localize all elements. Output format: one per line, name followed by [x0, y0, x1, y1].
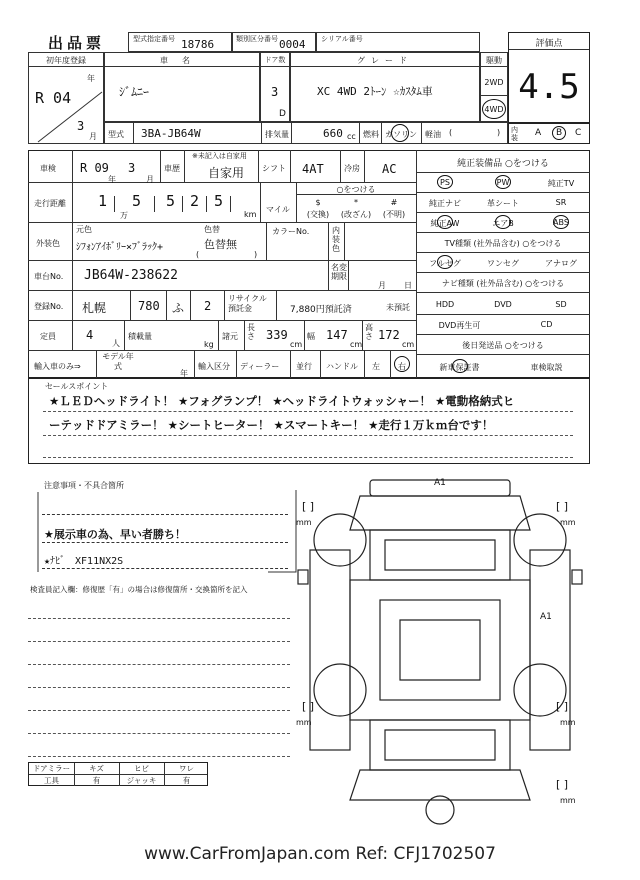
- handle-right-circle: [394, 356, 410, 372]
- diagram-bracket: [ ]: [302, 700, 315, 713]
- recycle-value: 7,880円預託済: [290, 305, 352, 315]
- inspector-line: [28, 710, 290, 711]
- color-change-bracket-close: ): [254, 250, 258, 259]
- legend-table: [28, 762, 208, 786]
- fuel-bracket-close: ): [497, 128, 501, 137]
- first-reg-era: R 04: [35, 89, 72, 107]
- meter-option-text: (不明): [382, 210, 406, 219]
- ruibetsu-value: 0004: [279, 38, 306, 51]
- later-option: 車検取説: [530, 363, 563, 372]
- equip-item: 純正TV: [547, 179, 575, 188]
- meter-option-symbol: $: [315, 198, 321, 207]
- inspector-line: [28, 733, 290, 734]
- mile-label: マイル: [266, 205, 290, 214]
- mileage-separator: [206, 196, 207, 212]
- handle-left: 左: [372, 362, 380, 371]
- first-reg-month: 3: [77, 119, 85, 133]
- load-unit: kg: [204, 340, 214, 349]
- color-change-value: 色替無: [204, 238, 237, 251]
- header-ruibetsu-box: [232, 32, 316, 52]
- later-option: 新車保証書: [439, 363, 480, 372]
- diagram-mm: mm: [296, 518, 312, 527]
- meter-option-text: (交換): [306, 210, 330, 219]
- tv-label: TV種類 (社外品含む) ○をつける: [444, 239, 562, 248]
- inspector-line: [28, 756, 290, 757]
- reg-kana: ふ: [172, 301, 185, 315]
- navi-option-2: CD: [540, 320, 553, 329]
- len-label: 長さ: [247, 323, 255, 341]
- tv-option: アナログ: [545, 259, 577, 268]
- color-label: 外装色: [36, 239, 60, 248]
- color-orig-value: ｼﾌｫﾝｱｲﾎﾞﾘｰ×ﾌﾞﾗｯｸ+: [76, 242, 164, 253]
- legend-cell: ワレ: [179, 764, 194, 773]
- dealer-opt: ディーラー: [240, 362, 280, 371]
- inspector-line: [28, 687, 290, 688]
- legend-divider: [119, 763, 120, 774]
- diagram-bracket: [ ]: [302, 500, 315, 513]
- displacement-value: 660: [323, 127, 343, 140]
- len-unit: cm: [290, 340, 303, 349]
- legend-cell: 工具: [44, 776, 59, 785]
- navi-option: SD: [555, 300, 567, 309]
- recycle-unpaid: 未預託: [386, 303, 410, 312]
- import-label: 輸入車のみ⇒: [34, 362, 81, 371]
- history-label: 車歴: [164, 164, 180, 173]
- history-note: ※未記入は自家用: [192, 152, 247, 160]
- displacement-unit: cc: [347, 132, 356, 141]
- hgt-unit: cm: [402, 340, 415, 349]
- ac-label: 冷房: [344, 164, 360, 173]
- score-value: 4.5: [518, 67, 580, 107]
- legend-divider: [74, 763, 75, 774]
- legend-cell: 有: [92, 776, 101, 785]
- legend-divider: [164, 775, 165, 786]
- shaken-label: 車検: [40, 164, 56, 173]
- drive-label: 駆動: [486, 56, 502, 65]
- first-reg-year-unit: 年: [87, 74, 95, 83]
- equip-item: ABS: [553, 218, 569, 227]
- namechange-label: 名変期限: [331, 263, 347, 281]
- fuel-bracket: (: [449, 128, 453, 137]
- history-value: 自家用: [208, 166, 245, 180]
- chassis-label: 車台No.: [34, 272, 64, 281]
- model-row: [104, 122, 508, 144]
- navi-option: HDD: [435, 300, 455, 309]
- fuel-gasoline-circle: [391, 124, 409, 142]
- katashiki-value: 18786: [181, 38, 215, 51]
- tv-option-circle: [437, 255, 453, 269]
- diagram-bracket: [ ]: [556, 778, 569, 791]
- sales-line-2: ーテッドドアミラー！ ★シートヒーター！ ★スマートキー！ ★走行１万ｋｍ台です！: [49, 418, 494, 432]
- diagram-mm: mm: [560, 518, 576, 527]
- meter-option-symbol: *: [354, 198, 358, 207]
- hgt-label: 高さ: [365, 323, 373, 341]
- mileage-digit: 5: [166, 192, 176, 210]
- grade-label: グレード: [357, 56, 413, 65]
- first-reg-label: 初年度登録: [46, 56, 86, 65]
- equip-item: SR: [555, 198, 567, 207]
- notes-bracket: [28, 480, 298, 580]
- tv-option: ワンセグ: [487, 259, 519, 268]
- inspector-label: 検査員記入欄：修復歴「有」の場合は修復箇所・交換箇所を記入: [30, 585, 248, 594]
- wid-unit: cm: [350, 340, 363, 349]
- reg-serial: 2: [204, 299, 212, 313]
- equip-item: エアB: [492, 219, 514, 228]
- doors-label: ドア数: [264, 56, 286, 64]
- mileage-label: 走行距離: [34, 199, 66, 208]
- legend-cell: キズ: [89, 764, 104, 773]
- first-reg-month-unit: 月: [89, 132, 97, 141]
- equip-item-circle: [495, 215, 511, 229]
- katashiki-label: 型式指定番号: [133, 35, 175, 43]
- equip-item: 革シート: [487, 199, 519, 208]
- mileage-separator: [114, 196, 115, 212]
- fuel-label: 燃料: [363, 130, 379, 139]
- mileage-man: 万: [120, 211, 128, 220]
- diagram-mm: mm: [560, 718, 576, 727]
- grade-value: XC 4WD 2ﾄｰﾝ ☆ｶｽﾀﾑ車: [317, 85, 433, 98]
- chassis-value: JB64W-238622: [84, 268, 178, 283]
- sales-block: [28, 378, 590, 464]
- ruibetsu-label: 類別区分番号: [236, 35, 278, 43]
- model-year-unit: 年: [180, 369, 188, 378]
- interior-c: C: [575, 128, 582, 138]
- legend-divider: [164, 763, 165, 774]
- sales-label: セールスポイント: [45, 382, 109, 391]
- doors-value: 3: [271, 85, 279, 99]
- diagram-mark-side: A1: [540, 612, 552, 622]
- reg-label: 登録No.: [34, 302, 64, 311]
- interior-a: A: [535, 128, 542, 138]
- recycle-label: リサイクル預託金: [228, 294, 267, 313]
- name-value: ｼﾞﾑﾆｰ: [119, 85, 150, 99]
- mileage-separator: [182, 196, 183, 212]
- parallel-opt: 並行: [296, 362, 312, 371]
- wid-value: 147: [326, 328, 348, 342]
- len-value: 339: [266, 328, 288, 342]
- later-option-circle: [452, 359, 468, 373]
- equip-item: 純正AW: [430, 219, 460, 228]
- handle-right: 右: [398, 362, 406, 371]
- notes-line-1: ★展示車の為、早い者勝ち！: [44, 528, 186, 541]
- fuel-gasoline: ガソリン: [385, 130, 417, 139]
- inspector-line: [28, 664, 290, 665]
- equip-item-circle: [553, 215, 569, 229]
- drive-4wd-circle: [482, 99, 506, 119]
- equip-row-divider: [416, 212, 590, 213]
- namechange-day: 日: [404, 281, 412, 290]
- score-box: [508, 32, 590, 124]
- tv-option: フルセグ: [429, 259, 461, 268]
- color-change-bracket: (: [196, 250, 200, 259]
- notes-label: 注意事項・不具合箇所: [44, 481, 124, 490]
- legend-divider: [119, 775, 120, 786]
- legend-cell: ジャッキ: [126, 776, 157, 785]
- handle-label: ハンドル: [326, 362, 358, 371]
- shaken-month: 3: [128, 161, 136, 175]
- mileage-digit: 2: [190, 192, 200, 210]
- navi-label: ナビ種類 (社外品含む) ○をつける: [441, 279, 565, 288]
- meter-option-text: (改ざん): [340, 210, 372, 219]
- shift-value: 4AT: [302, 162, 324, 176]
- model-label: 型式: [108, 130, 124, 139]
- import-class-label: 輸入区分: [198, 362, 230, 371]
- interior-b-circle: [552, 126, 566, 140]
- mileage-digit: 5: [132, 192, 142, 210]
- shaken-month-unit: 月: [146, 175, 154, 184]
- color-no-label: カラーNo.: [272, 227, 310, 236]
- drive-2wd: 2WD: [484, 78, 504, 87]
- model-value: 3BA-JB64W: [141, 127, 201, 140]
- wid-label: 幅: [307, 332, 315, 341]
- header-serial-box: [316, 32, 480, 52]
- equip-row-divider: [416, 192, 590, 193]
- meter-option-symbol: #: [390, 198, 398, 207]
- diagram-bracket: [ ]: [556, 500, 569, 513]
- navi-option-2: DVD再生可: [438, 321, 481, 330]
- mileage-km: km: [244, 210, 257, 219]
- mileage-digit: 1: [98, 192, 108, 210]
- drive-cell: [480, 52, 508, 122]
- mileage-separator: [154, 196, 155, 212]
- diagram-mm: mm: [560, 796, 576, 805]
- equip-item-circle: [437, 215, 453, 229]
- capacity-unit: 人: [112, 339, 120, 348]
- name-label: 車名: [160, 56, 204, 65]
- load-label: 積載量: [128, 332, 152, 341]
- shaken-era: R 09: [80, 161, 109, 175]
- displacement-label: 排気量: [265, 130, 289, 139]
- equip-item: 純正ナビ: [429, 199, 461, 208]
- reg-city: 札幌: [82, 301, 107, 315]
- doc-title: 出品票: [48, 34, 106, 52]
- capacity-label: 定員: [40, 332, 56, 341]
- grade-cell: [290, 52, 480, 122]
- diagram-mark-top: A1: [434, 478, 446, 488]
- inspector-line: [28, 618, 290, 619]
- sales-line-1: ★ＬＥＤヘッドライト！ ★フォグランプ！ ★ヘッドライトウォッシャー！ ★電動格納式ヒ: [49, 394, 515, 408]
- legend-divider: [74, 775, 75, 786]
- legend-cell: ヒビ: [134, 764, 149, 773]
- car-diagram: [290, 470, 590, 830]
- ac-value: AC: [382, 162, 397, 176]
- mileage-separator: [230, 196, 231, 212]
- naiso-label: 内装色: [332, 226, 340, 253]
- first-reg-slash: [28, 52, 104, 144]
- equip-item: PW: [496, 178, 510, 187]
- shift-label: シフト: [262, 164, 286, 173]
- name-cell: [104, 52, 260, 122]
- equip-item: PS: [440, 178, 450, 187]
- serial-label: シリアル番号: [321, 35, 363, 43]
- dims-label: 諸元: [222, 332, 238, 341]
- notes-line-2: ★ﾅﾋﾞ XF11NX2S: [44, 556, 124, 567]
- header-katashiki-box: [128, 32, 232, 52]
- legend-cell: ドアミラー: [32, 764, 71, 773]
- hgt-value: 172: [378, 328, 400, 342]
- mileage-digit: 5: [214, 192, 224, 210]
- color-change-label: 色替: [204, 225, 220, 234]
- interior-b: B: [556, 128, 563, 138]
- interior-label: 内装: [511, 126, 518, 142]
- meter-circle-note: ○をつける: [336, 185, 376, 194]
- later-label: 後日発送品 ○をつける: [462, 341, 544, 350]
- score-label: 評価点: [535, 39, 563, 49]
- interior-box: [508, 122, 590, 144]
- reg-num: 780: [138, 299, 160, 313]
- model-year-label: モデル年式: [102, 352, 134, 371]
- capacity-value: 4: [86, 328, 94, 342]
- equip-genuine-label: 純正装備品 ○をつける: [457, 159, 549, 169]
- diagram-mm: mm: [296, 718, 312, 727]
- fuel-kei: 軽油: [425, 130, 441, 139]
- diagram-bracket: [ ]: [556, 700, 569, 713]
- color-orig-label: 元色: [76, 225, 92, 234]
- equip-item-circle: [437, 175, 453, 189]
- equip-item-circle: [495, 175, 511, 189]
- drive-4wd: 4WD: [484, 105, 504, 114]
- doors-cell: [260, 52, 290, 122]
- inspector-line: [28, 641, 290, 642]
- navi-option: DVD: [494, 300, 512, 309]
- shaken-year-unit: 年: [108, 175, 116, 184]
- doors-sub: D: [279, 109, 286, 119]
- namechange-month: 月: [378, 281, 386, 290]
- legend-cell: 有: [182, 776, 191, 785]
- footer-watermark: www.CarFromJapan.com Ref: CFJ1702507: [144, 844, 496, 864]
